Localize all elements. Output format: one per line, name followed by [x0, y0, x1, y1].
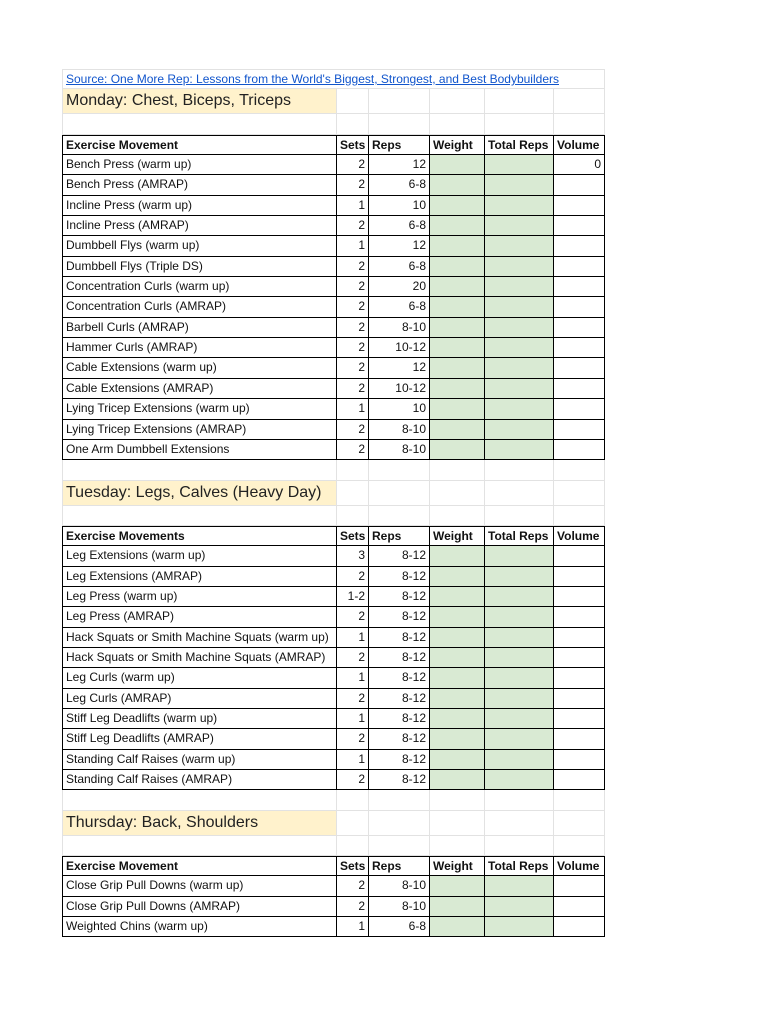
exercise-cell[interactable]: Stiff Leg Deadlifts (AMRAP): [62, 729, 337, 749]
exercise-cell[interactable]: Weighted Chins (warm up): [62, 917, 337, 937]
table-row: [62, 567, 605, 587]
total-reps-cell[interactable]: [485, 546, 554, 566]
empty-cell[interactable]: [369, 460, 430, 480]
empty-cell[interactable]: [554, 481, 605, 506]
weight-cell[interactable]: [430, 175, 485, 195]
reps-cell[interactable]: 10: [369, 399, 430, 419]
reps-cell[interactable]: 12: [369, 236, 430, 256]
empty-cell[interactable]: [430, 89, 485, 114]
exercise-cell[interactable]: Cable Extensions (warm up): [62, 358, 337, 378]
empty-cell[interactable]: [337, 114, 369, 134]
sets-cell[interactable]: 2: [337, 297, 369, 317]
volume-cell[interactable]: [554, 196, 605, 216]
empty-cell[interactable]: [62, 506, 337, 526]
weight-cell[interactable]: [430, 236, 485, 256]
exercise-cell[interactable]: Concentration Curls (AMRAP): [62, 297, 337, 317]
exercise-cell[interactable]: Dumbbell Flys (Triple DS): [62, 257, 337, 277]
sets-cell[interactable]: 2: [337, 379, 369, 399]
total-reps-cell[interactable]: [485, 917, 554, 937]
total-reps-cell[interactable]: [485, 567, 554, 587]
reps-cell[interactable]: 10-12: [369, 338, 430, 358]
table-row: [62, 607, 605, 627]
reps-cell[interactable]: 8-12: [369, 729, 430, 749]
empty-cell[interactable]: [430, 481, 485, 506]
weight-cell[interactable]: [430, 297, 485, 317]
sets-cell[interactable]: 1: [337, 236, 369, 256]
empty-cell[interactable]: [62, 790, 337, 810]
weight-cell[interactable]: [430, 648, 485, 668]
exercise-cell[interactable]: Close Grip Pull Downs (AMRAP): [62, 897, 337, 917]
total-reps-cell[interactable]: [485, 379, 554, 399]
spacer-row: [62, 790, 605, 810]
table-row: [62, 709, 605, 729]
section-title-row: [62, 89, 605, 114]
sets-cell[interactable]: 2: [337, 216, 369, 236]
table-header-row: [62, 135, 605, 155]
volume-cell[interactable]: 0: [554, 155, 605, 175]
table-header-row: [62, 526, 605, 546]
section-title-row: [62, 811, 605, 836]
weight-cell[interactable]: [430, 440, 485, 460]
table-row: [62, 440, 605, 460]
exercise-cell[interactable]: Leg Curls (AMRAP): [62, 689, 337, 709]
exercise-cell[interactable]: Bench Press (warm up): [62, 155, 337, 175]
weight-cell[interactable]: [430, 546, 485, 566]
reps-cell[interactable]: 6-8: [369, 216, 430, 236]
volume-cell[interactable]: [554, 668, 605, 688]
reps-cell[interactable]: 10: [369, 196, 430, 216]
sets-cell[interactable]: 2: [337, 607, 369, 627]
empty-cell[interactable]: [485, 89, 554, 114]
volume-cell[interactable]: [554, 379, 605, 399]
header-total-reps: Total Reps: [485, 526, 554, 546]
exercise-table: [62, 526, 605, 790]
reps-cell[interactable]: 6-8: [369, 175, 430, 195]
volume-cell[interactable]: [554, 729, 605, 749]
volume-cell[interactable]: [554, 897, 605, 917]
total-reps-cell[interactable]: [485, 338, 554, 358]
total-reps-cell[interactable]: [485, 399, 554, 419]
table-row: [62, 668, 605, 688]
reps-cell[interactable]: 8-12: [369, 689, 430, 709]
empty-cell[interactable]: [62, 836, 337, 856]
reps-cell[interactable]: 12: [369, 358, 430, 378]
reps-cell[interactable]: 8-12: [369, 628, 430, 648]
table-row: [62, 236, 605, 256]
exercise-cell[interactable]: Lying Tricep Extensions (warm up): [62, 399, 337, 419]
table-row: [62, 648, 605, 668]
empty-cell[interactable]: [337, 89, 369, 114]
exercise-cell[interactable]: Barbell Curls (AMRAP): [62, 318, 337, 338]
weight-cell[interactable]: [430, 587, 485, 607]
total-reps-cell[interactable]: [485, 196, 554, 216]
volume-cell[interactable]: [554, 318, 605, 338]
table-row: [62, 196, 605, 216]
header-reps: Reps: [369, 856, 430, 876]
reps-cell[interactable]: 6-8: [369, 297, 430, 317]
total-reps-cell[interactable]: [485, 277, 554, 297]
volume-cell[interactable]: [554, 689, 605, 709]
total-reps-cell[interactable]: [485, 440, 554, 460]
exercise-cell[interactable]: Hack Squats or Smith Machine Squats (warm up): [62, 628, 337, 648]
table-row: [62, 318, 605, 338]
empty-cell[interactable]: [554, 790, 605, 810]
volume-cell[interactable]: [554, 297, 605, 317]
table-row: [62, 750, 605, 770]
exercise-cell[interactable]: Standing Calf Raises (AMRAP): [62, 770, 337, 790]
volume-cell[interactable]: [554, 628, 605, 648]
empty-cell[interactable]: [369, 114, 430, 134]
exercise-cell[interactable]: Incline Press (warm up): [62, 196, 337, 216]
volume-cell[interactable]: [554, 750, 605, 770]
exercise-cell[interactable]: Lying Tricep Extensions (AMRAP): [62, 420, 337, 440]
exercise-cell[interactable]: Concentration Curls (warm up): [62, 277, 337, 297]
reps-cell[interactable]: 8-12: [369, 709, 430, 729]
empty-cell[interactable]: [430, 836, 485, 856]
empty-cell[interactable]: [337, 506, 369, 526]
weight-cell[interactable]: [430, 668, 485, 688]
empty-cell[interactable]: [337, 811, 369, 836]
total-reps-cell[interactable]: [485, 587, 554, 607]
total-reps-cell[interactable]: [485, 155, 554, 175]
empty-cell[interactable]: [554, 89, 605, 114]
empty-cell[interactable]: [430, 506, 485, 526]
table-row: [62, 379, 605, 399]
total-reps-cell[interactable]: [485, 729, 554, 749]
exercise-cell[interactable]: Hammer Curls (AMRAP): [62, 338, 337, 358]
sets-cell[interactable]: 2: [337, 175, 369, 195]
reps-cell[interactable]: 8-12: [369, 546, 430, 566]
weight-cell[interactable]: [430, 897, 485, 917]
volume-cell[interactable]: [554, 236, 605, 256]
table-row: [62, 729, 605, 749]
volume-cell[interactable]: [554, 358, 605, 378]
exercise-cell[interactable]: One Arm Dumbbell Extensions: [62, 440, 337, 460]
empty-cell[interactable]: [430, 460, 485, 480]
weight-cell[interactable]: [430, 607, 485, 627]
weight-cell[interactable]: [430, 567, 485, 587]
weight-cell[interactable]: [430, 399, 485, 419]
total-reps-cell[interactable]: [485, 358, 554, 378]
table-row: [62, 917, 605, 937]
reps-cell[interactable]: 8-10: [369, 876, 430, 896]
header-total-reps: Total Reps: [485, 135, 554, 155]
table-row: [62, 358, 605, 378]
exercise-cell[interactable]: Cable Extensions (AMRAP): [62, 379, 337, 399]
exercise-cell[interactable]: Leg Extensions (warm up): [62, 546, 337, 566]
reps-cell[interactable]: 8-12: [369, 750, 430, 770]
reps-cell[interactable]: 8-12: [369, 607, 430, 627]
reps-cell[interactable]: 8-12: [369, 668, 430, 688]
empty-cell[interactable]: [62, 460, 337, 480]
header-sets: Sets: [337, 526, 369, 546]
volume-cell[interactable]: [554, 420, 605, 440]
table-row: [62, 689, 605, 709]
table-row: [62, 897, 605, 917]
reps-cell[interactable]: 8-12: [369, 567, 430, 587]
exercise-table: [62, 135, 605, 461]
exercise-cell[interactable]: Close Grip Pull Downs (warm up): [62, 876, 337, 896]
sets-cell[interactable]: 2: [337, 318, 369, 338]
reps-cell[interactable]: 8-12: [369, 770, 430, 790]
volume-cell[interactable]: [554, 709, 605, 729]
volume-cell[interactable]: [554, 216, 605, 236]
weight-cell[interactable]: [430, 155, 485, 175]
exercise-cell[interactable]: Standing Calf Raises (warm up): [62, 750, 337, 770]
empty-cell[interactable]: [337, 790, 369, 810]
reps-cell[interactable]: 6-8: [369, 917, 430, 937]
table-row: [62, 297, 605, 317]
weight-cell[interactable]: [430, 257, 485, 277]
weight-cell[interactable]: [430, 358, 485, 378]
table-row: [62, 338, 605, 358]
weight-cell[interactable]: [430, 750, 485, 770]
table-row: [62, 770, 605, 790]
total-reps-cell[interactable]: [485, 318, 554, 338]
sets-cell[interactable]: 1: [337, 628, 369, 648]
header-weight: Weight: [430, 856, 485, 876]
weight-cell[interactable]: [430, 729, 485, 749]
empty-cell[interactable]: [62, 114, 337, 134]
empty-cell[interactable]: [369, 89, 430, 114]
sets-cell[interactable]: 1: [337, 709, 369, 729]
exercise-cell[interactable]: Leg Extensions (AMRAP): [62, 567, 337, 587]
weight-cell[interactable]: [430, 318, 485, 338]
exercise-cell[interactable]: Leg Curls (warm up): [62, 668, 337, 688]
sets-cell[interactable]: 1-2: [337, 587, 369, 607]
exercise-cell[interactable]: Dumbbell Flys (warm up): [62, 236, 337, 256]
total-reps-cell[interactable]: [485, 770, 554, 790]
table-row: [62, 420, 605, 440]
volume-cell[interactable]: [554, 257, 605, 277]
header-sets: Sets: [337, 856, 369, 876]
weight-cell[interactable]: [430, 277, 485, 297]
reps-cell[interactable]: 8-10: [369, 440, 430, 460]
exercise-cell[interactable]: Incline Press (AMRAP): [62, 216, 337, 236]
table-row: [62, 546, 605, 566]
sets-cell[interactable]: 3: [337, 546, 369, 566]
table-row: [62, 257, 605, 277]
empty-cell[interactable]: [430, 811, 485, 836]
spacer-row: [62, 506, 605, 526]
total-reps-cell[interactable]: [485, 628, 554, 648]
sets-cell[interactable]: 1: [337, 196, 369, 216]
empty-cell[interactable]: [485, 811, 554, 836]
sets-cell[interactable]: 2: [337, 729, 369, 749]
volume-cell[interactable]: [554, 648, 605, 668]
empty-cell[interactable]: [485, 460, 554, 480]
exercise-cell[interactable]: Stiff Leg Deadlifts (warm up): [62, 709, 337, 729]
volume-cell[interactable]: [554, 440, 605, 460]
reps-cell[interactable]: 12: [369, 155, 430, 175]
total-reps-cell[interactable]: [485, 236, 554, 256]
sets-cell[interactable]: 1: [337, 399, 369, 419]
sets-cell[interactable]: 1: [337, 750, 369, 770]
spacer-row: [62, 460, 605, 480]
header-sets: Sets: [337, 135, 369, 155]
empty-cell[interactable]: [430, 114, 485, 134]
total-reps-cell[interactable]: [485, 897, 554, 917]
section-title[interactable]: Thursday: Back, Shoulders: [62, 811, 337, 836]
volume-cell[interactable]: [554, 546, 605, 566]
weight-cell[interactable]: [430, 216, 485, 236]
table-row: [62, 399, 605, 419]
header-reps: Reps: [369, 526, 430, 546]
section-title[interactable]: Tuesday: Legs, Calves (Heavy Day): [62, 481, 337, 506]
reps-cell[interactable]: 10-12: [369, 379, 430, 399]
source-row: [62, 69, 605, 89]
total-reps-cell[interactable]: [485, 175, 554, 195]
weight-cell[interactable]: [430, 420, 485, 440]
weight-cell[interactable]: [430, 876, 485, 896]
empty-cell[interactable]: [369, 506, 430, 526]
header-exercise: Exercise Movement: [62, 135, 337, 155]
sets-cell[interactable]: 2: [337, 770, 369, 790]
exercise-cell[interactable]: Leg Press (warm up): [62, 587, 337, 607]
volume-cell[interactable]: [554, 338, 605, 358]
header-exercise: Exercise Movements: [62, 526, 337, 546]
table-row: [62, 175, 605, 195]
sets-cell[interactable]: 1: [337, 917, 369, 937]
empty-cell[interactable]: [554, 114, 605, 134]
total-reps-cell[interactable]: [485, 750, 554, 770]
sets-cell[interactable]: 1: [337, 668, 369, 688]
table-row: [62, 876, 605, 896]
volume-cell[interactable]: [554, 175, 605, 195]
empty-cell[interactable]: [554, 811, 605, 836]
header-exercise: Exercise Movement: [62, 856, 337, 876]
header-volume: Volume: [554, 526, 605, 546]
sets-cell[interactable]: 2: [337, 648, 369, 668]
empty-cell[interactable]: [430, 790, 485, 810]
total-reps-cell[interactable]: [485, 709, 554, 729]
table-row: [62, 277, 605, 297]
table-row: [62, 587, 605, 607]
empty-cell[interactable]: [554, 460, 605, 480]
exercise-cell[interactable]: Bench Press (AMRAP): [62, 175, 337, 195]
volume-cell[interactable]: [554, 607, 605, 627]
volume-cell[interactable]: [554, 917, 605, 937]
weight-cell[interactable]: [430, 917, 485, 937]
empty-cell[interactable]: [485, 114, 554, 134]
reps-cell[interactable]: 8-10: [369, 318, 430, 338]
sets-cell[interactable]: 2: [337, 897, 369, 917]
total-reps-cell[interactable]: [485, 257, 554, 277]
reps-cell[interactable]: 8-10: [369, 420, 430, 440]
weight-cell[interactable]: [430, 338, 485, 358]
empty-cell[interactable]: [337, 836, 369, 856]
volume-cell[interactable]: [554, 587, 605, 607]
header-weight: Weight: [430, 526, 485, 546]
empty-cell[interactable]: [369, 481, 430, 506]
sets-cell[interactable]: 2: [337, 876, 369, 896]
weight-cell[interactable]: [430, 628, 485, 648]
header-reps: Reps: [369, 135, 430, 155]
volume-cell[interactable]: [554, 567, 605, 587]
exercise-cell[interactable]: Leg Press (AMRAP): [62, 607, 337, 627]
empty-cell[interactable]: [337, 460, 369, 480]
total-reps-cell[interactable]: [485, 216, 554, 236]
total-reps-cell[interactable]: [485, 689, 554, 709]
weight-cell[interactable]: [430, 770, 485, 790]
sets-cell[interactable]: 2: [337, 420, 369, 440]
exercise-cell[interactable]: Hack Squats or Smith Machine Squats (AMRAP): [62, 648, 337, 668]
empty-cell[interactable]: [369, 836, 430, 856]
table-row: [62, 155, 605, 175]
header-volume: Volume: [554, 856, 605, 876]
header-volume: Volume: [554, 135, 605, 155]
sets-cell[interactable]: 2: [337, 567, 369, 587]
weight-cell[interactable]: [430, 689, 485, 709]
empty-cell[interactable]: [485, 506, 554, 526]
total-reps-cell[interactable]: [485, 420, 554, 440]
empty-cell[interactable]: [369, 790, 430, 810]
volume-cell[interactable]: [554, 399, 605, 419]
header-weight: Weight: [430, 135, 485, 155]
volume-cell[interactable]: [554, 770, 605, 790]
reps-cell[interactable]: 20: [369, 277, 430, 297]
spacer-row: [62, 114, 605, 134]
volume-cell[interactable]: [554, 876, 605, 896]
reps-cell[interactable]: 8-12: [369, 648, 430, 668]
sets-cell[interactable]: 2: [337, 358, 369, 378]
sets-cell[interactable]: 2: [337, 277, 369, 297]
sets-cell[interactable]: 2: [337, 257, 369, 277]
sets-cell[interactable]: 2: [337, 155, 369, 175]
sets-cell[interactable]: 2: [337, 338, 369, 358]
reps-cell[interactable]: 8-12: [369, 587, 430, 607]
section-title-row: [62, 481, 605, 506]
spreadsheet: [62, 69, 605, 937]
empty-cell[interactable]: [485, 481, 554, 506]
sets-cell[interactable]: 2: [337, 689, 369, 709]
source-link[interactable]: Source: One More Rep: Lessons from the World's Biggest, Strongest, and Best Bodybuilders: [62, 69, 605, 89]
empty-cell[interactable]: [337, 481, 369, 506]
empty-cell[interactable]: [369, 811, 430, 836]
empty-cell[interactable]: [554, 836, 605, 856]
total-reps-cell[interactable]: [485, 876, 554, 896]
sections-container: [62, 89, 605, 937]
weight-cell[interactable]: [430, 379, 485, 399]
sets-cell[interactable]: 2: [337, 440, 369, 460]
table-header-row: [62, 856, 605, 876]
total-reps-cell[interactable]: [485, 648, 554, 668]
empty-cell[interactable]: [554, 506, 605, 526]
reps-cell[interactable]: 8-10: [369, 897, 430, 917]
spacer-row: [62, 836, 605, 856]
section-title[interactable]: Monday: Chest, Biceps, Triceps: [62, 89, 337, 114]
total-reps-cell[interactable]: [485, 668, 554, 688]
reps-cell[interactable]: 6-8: [369, 257, 430, 277]
table-row: [62, 216, 605, 236]
total-reps-cell[interactable]: [485, 297, 554, 317]
exercise-table: [62, 856, 605, 937]
weight-cell[interactable]: [430, 196, 485, 216]
table-row: [62, 628, 605, 648]
weight-cell[interactable]: [430, 709, 485, 729]
header-total-reps: Total Reps: [485, 856, 554, 876]
total-reps-cell[interactable]: [485, 607, 554, 627]
empty-cell[interactable]: [485, 790, 554, 810]
volume-cell[interactable]: [554, 277, 605, 297]
empty-cell[interactable]: [485, 836, 554, 856]
